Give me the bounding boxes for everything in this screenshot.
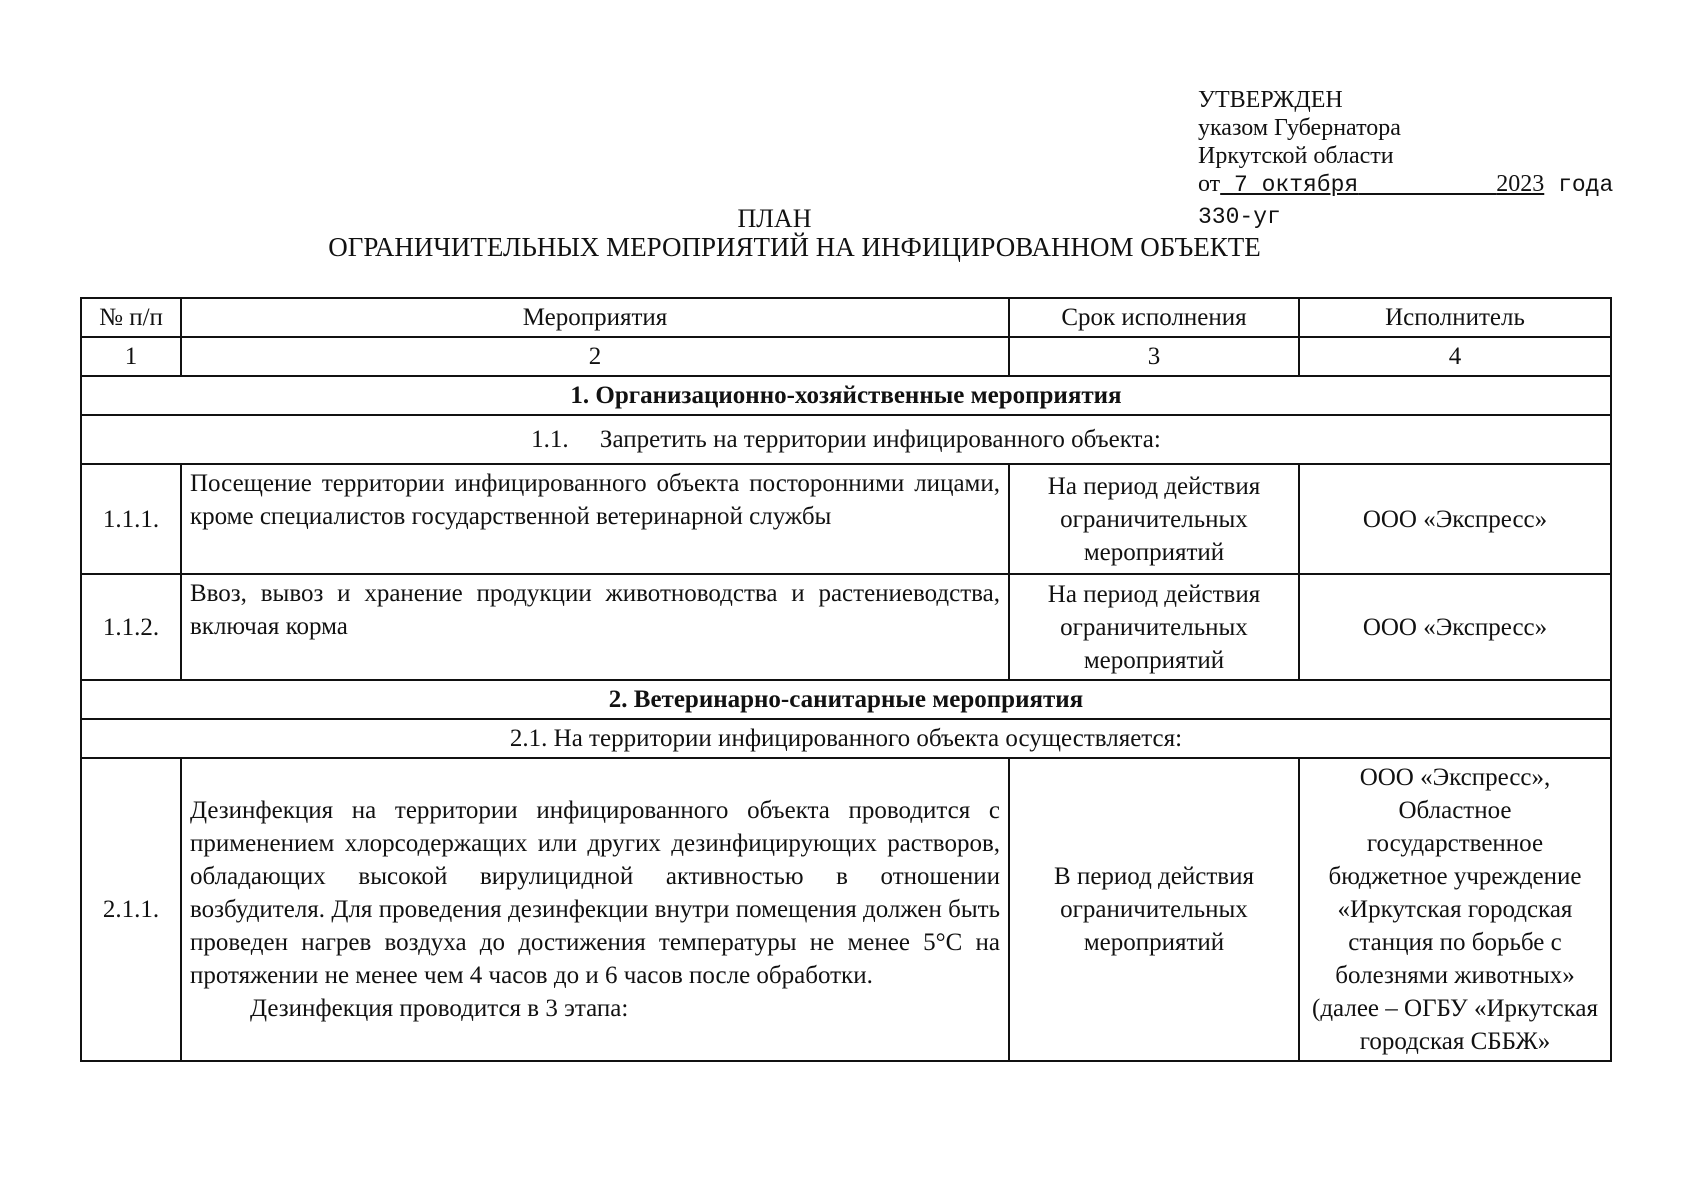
decree-number: 330-уг — [1198, 204, 1281, 230]
table-row — [81, 464, 1611, 574]
header-cell: Мероприятия — [181, 298, 1009, 337]
plan-subtitle: ОГРАНИЧИТЕЛЬНЫХ МЕРОПРИЯТИЙ НА ИНФИЦИРОВАННОМ ОБЪЕКТЕ — [328, 232, 1261, 262]
table-header-row — [81, 298, 1611, 337]
approval-stamp — [1198, 86, 1613, 199]
column-number: 2 — [181, 337, 1009, 376]
section-heading: 2. Ветеринарно-санитарные мероприятия — [81, 680, 1611, 719]
year-suffix: года — [1558, 172, 1614, 198]
plan-title: ПЛАН — [737, 204, 812, 233]
column-number: 4 — [1299, 337, 1611, 376]
approved-heading: УТВЕРЖДЕН — [1198, 87, 1343, 113]
row-activity — [181, 758, 1009, 1061]
header-cell: № п/п — [81, 298, 181, 337]
column-number: 1 — [81, 337, 181, 376]
row-number: 1.1.1. — [81, 464, 181, 574]
approval-date-line — [1198, 170, 1613, 199]
activity-paragraph: Дезинфекция проводится в 3 этапа: — [250, 995, 629, 1022]
subsection-heading-row — [81, 415, 1611, 464]
section-heading-row — [81, 376, 1611, 415]
subsection-heading: 2.1. На территории инфицированного объекта осуществляется: — [81, 719, 1611, 758]
plan-table — [80, 297, 1610, 1062]
section-heading-row — [81, 680, 1611, 719]
row-term: В период действия ограничительных мероприятий — [1009, 758, 1299, 1061]
row-executor: ООО «Экспресс», Областное государственное бюджетное учреждение «Иркутская городская станция по борьбе с болезнями животных» (далее – ОГБУ «Иркутская городская СББЖ» — [1299, 758, 1611, 1061]
row-executor: ООО «Экспресс» — [1299, 574, 1611, 680]
approval-year: 2023 — [1496, 171, 1545, 197]
activity-paragraph: Дезинфекция на территории инфицированного объекта проводится с применением хлорсодержащих или других дезинфицирующих растворов, обладающих высокой вирулицидной активностью в отношении возбудителя. Для проведения дезинфекции внутри помещения должен быть проведен нагрев воздуха до достижения температуры не менее 5°С на протяжении не менее чем 4 часов до и 6 часов после обработки. — [190, 797, 1000, 989]
header-cell: Срок исполнения — [1009, 298, 1299, 337]
row-activity: Посещение территории инфицированного объекта посторонними лицами, кроме специалистов государственной ветеринарной службы — [181, 464, 1009, 574]
row-number: 1.1.2. — [81, 574, 181, 680]
header-cell: Исполнитель — [1299, 298, 1611, 337]
section-heading: 1. Организационно-хозяйственные мероприятия — [81, 376, 1611, 415]
row-term: На период действия ограничительных мероприятий — [1009, 574, 1299, 680]
date-prefix: от — [1198, 171, 1221, 197]
approved-region: Иркутской области — [1198, 143, 1394, 169]
subsection-heading-row — [81, 719, 1611, 758]
column-number: 3 — [1009, 337, 1299, 376]
row-term: На период действия ограничительных мероприятий — [1009, 464, 1299, 574]
column-number-row — [81, 337, 1611, 376]
subsection-heading: 1.1. Запретить на территории инфицированного объекта: — [81, 415, 1611, 464]
table-row — [81, 574, 1611, 680]
approved-by: указом Губернатора — [1198, 115, 1401, 141]
table-row — [81, 758, 1611, 1061]
row-executor: ООО «Экспресс» — [1299, 464, 1611, 574]
row-number: 2.1.1. — [81, 758, 181, 1061]
row-activity: Ввоз, вывоз и хранение продукции животноводства и растениеводства, включая корма — [181, 574, 1009, 680]
approval-date: 7 октября — [1233, 172, 1359, 198]
